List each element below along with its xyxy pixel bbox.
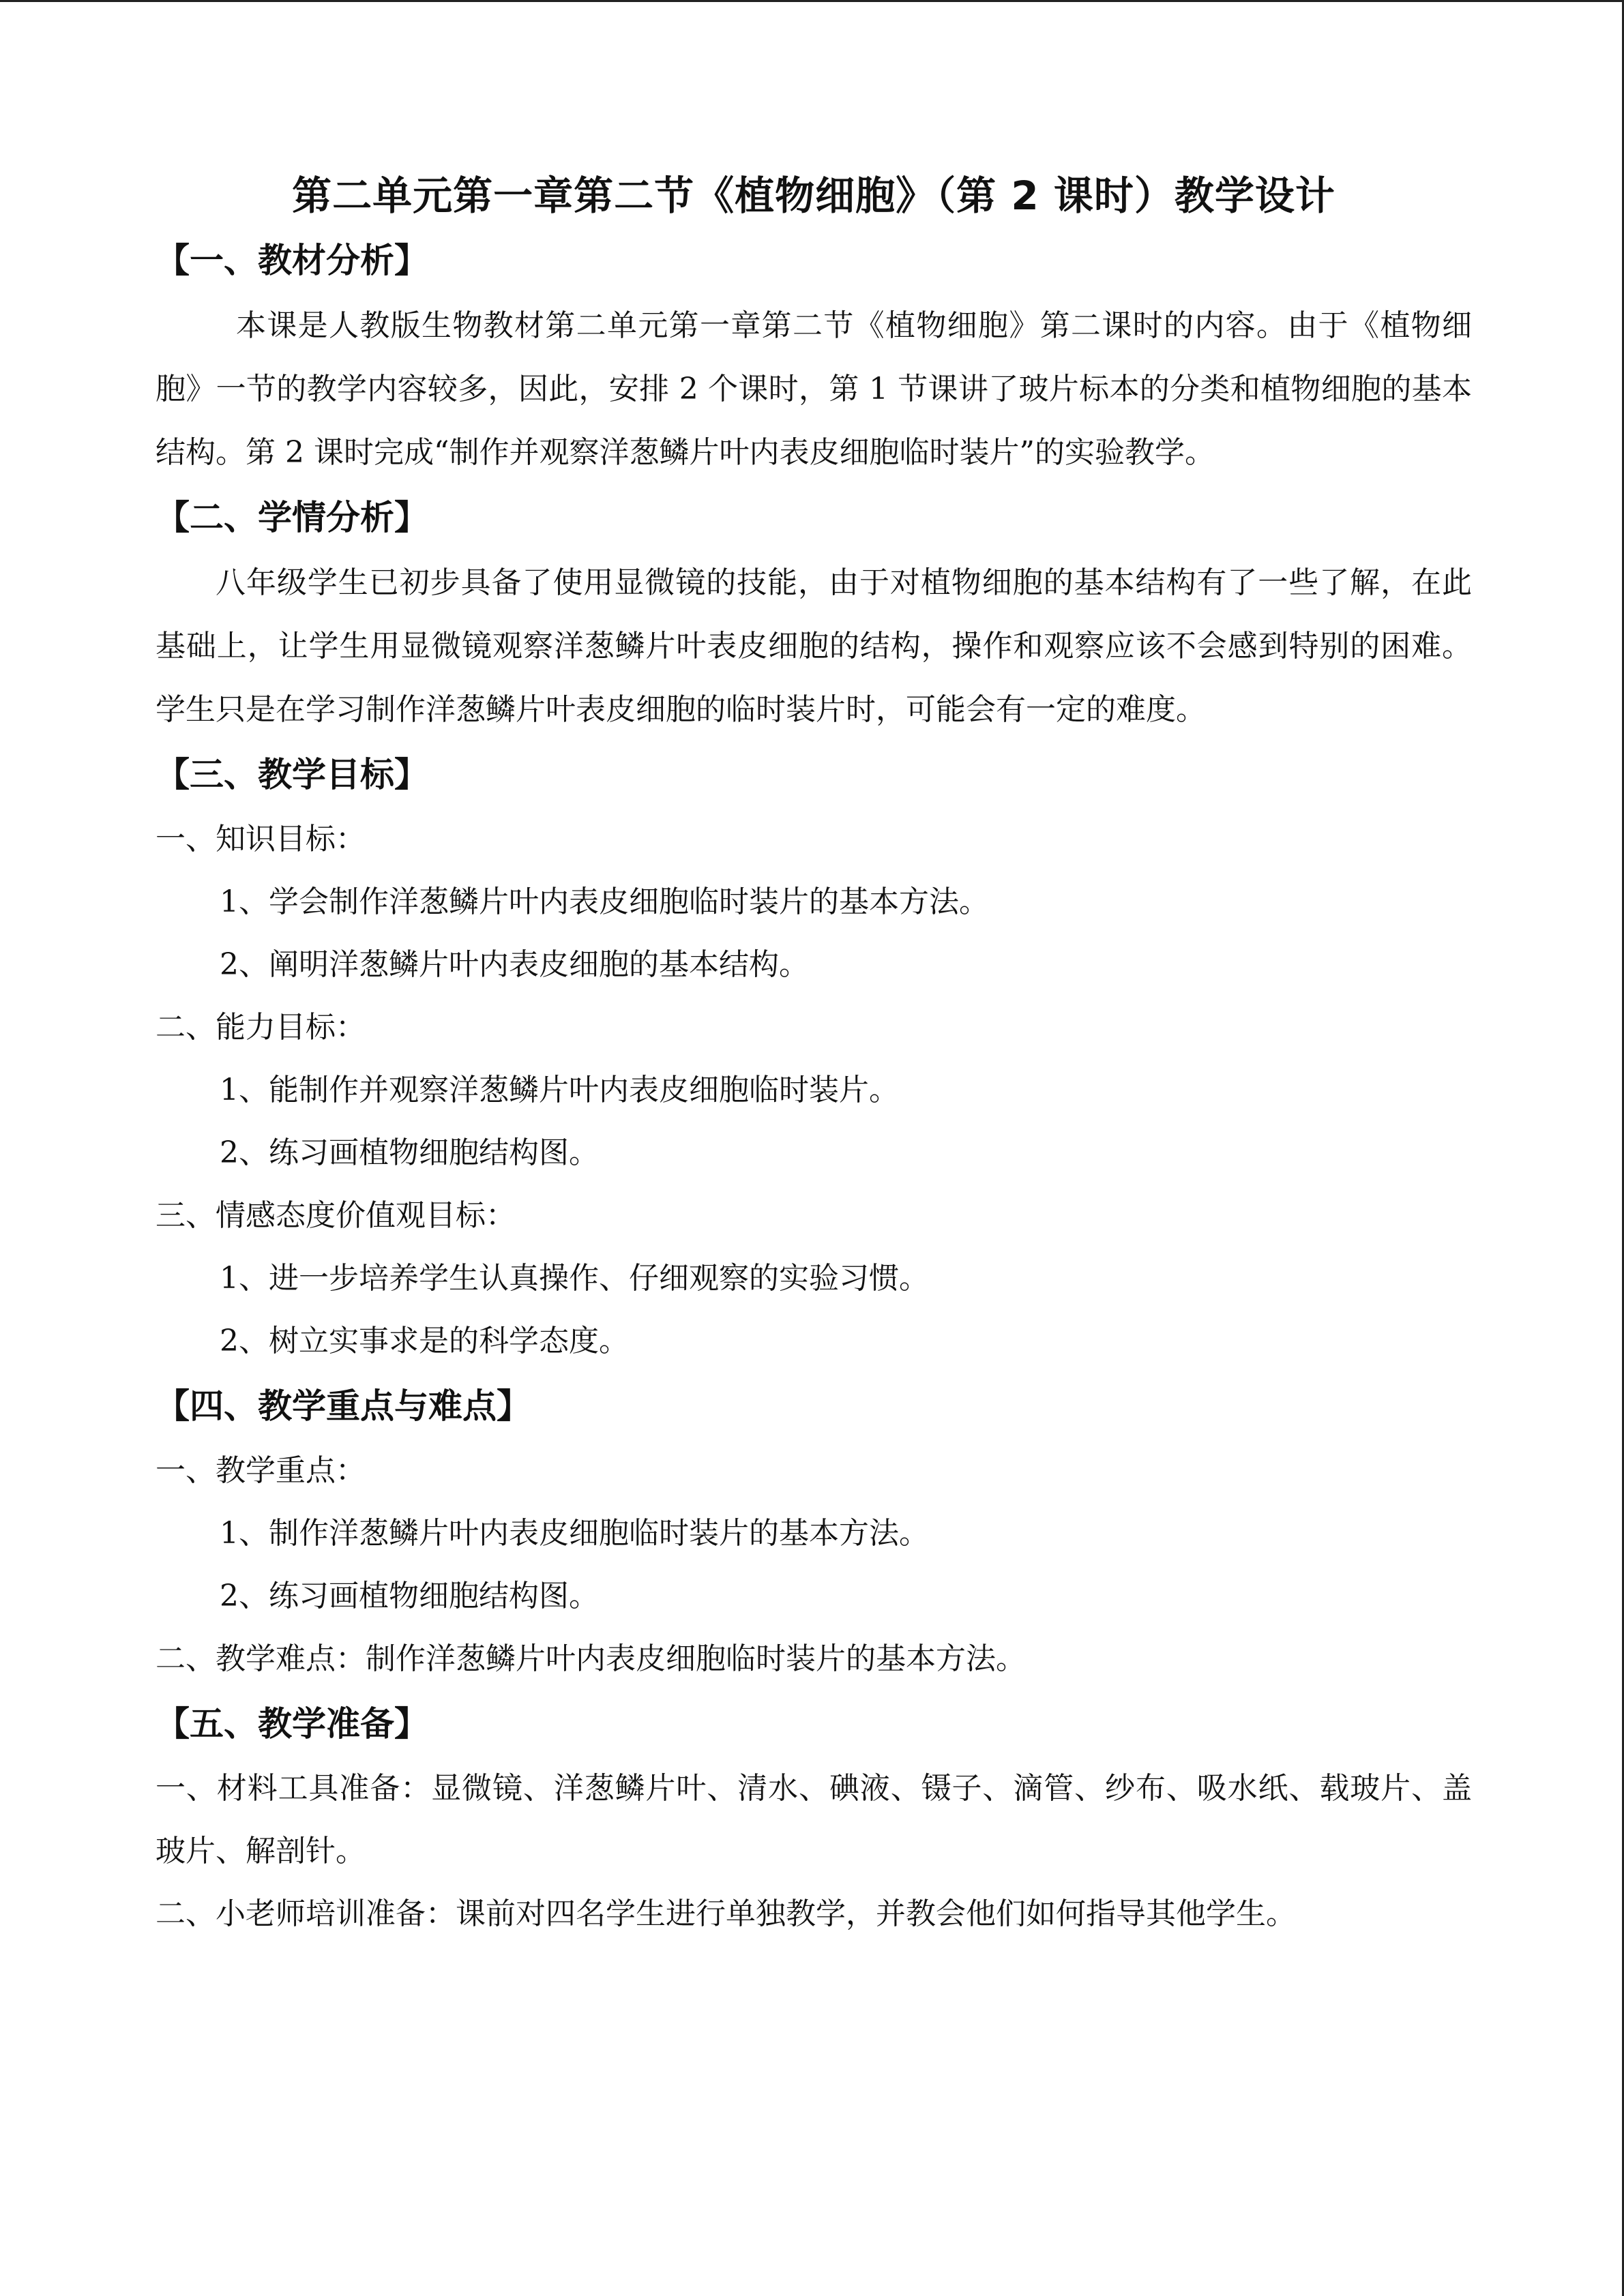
- key-point-item: 1、制作洋葱鳞片叶内表皮细胞临时装片的基本方法。: [220, 1516, 929, 1551]
- document-content: [156, 164, 1472, 1945]
- document-title: 第二单元第一章第二节《植物细胞》（第 2 课时）教学设计: [292, 173, 1335, 219]
- difficult-point-line: 二、教学难点：制作洋葱鳞片叶内表皮细胞临时装片的基本方法。: [156, 1641, 1026, 1676]
- student-analysis-paragraph: 八年级学生已初步具备了使用显微镜的技能，由于对植物细胞的基本结构有了一些了解，在此基础上，让学生用显微镜观察洋葱鳞片叶表皮细胞的结构，操作和观察应该不会感到特别的困难。学生只是在学习制作洋葱鳞片叶表皮细胞的临时装片时，可能会有一定的难度。: [156, 565, 1472, 727]
- objective-item: 2、阐明洋葱鳞片叶内表皮细胞的基本结构。: [220, 947, 809, 982]
- section-heading-preparation: 【五、教学准备】: [156, 1704, 428, 1744]
- objective-item: 1、学会制作洋葱鳞片叶内表皮细胞临时装片的基本方法。: [220, 884, 989, 919]
- objective-item: 2、树立实事求是的科学态度。: [220, 1324, 629, 1358]
- objective-category-attitude: 三、情感态度价值观目标：: [156, 1198, 516, 1233]
- objective-item: 1、进一步培养学生认真操作、仔细观察的实验习惯。: [220, 1261, 929, 1296]
- assistant-training-line: 二、小老师培训准备：课前对四名学生进行单独教学，并教会他们如何指导其他学生。: [156, 1896, 1296, 1931]
- key-points-category: 一、教学重点：: [156, 1453, 366, 1488]
- textbook-analysis-paragraph: 本课是人教版生物教材第二单元第一章第二节《植物细胞》第二课时的内容。由于《植物细胞》一节的教学内容较多，因此，安排 2 个课时，第 1 节课讲了玻片标本的分类和植物细胞的基本结构。第 2 课时完成“制作并观察洋葱鳞片叶内表皮细胞临时装片”的实验教学。: [156, 308, 1472, 470]
- section-heading-textbook-analysis: 【一、教材分析】: [156, 241, 428, 280]
- objective-item: 1、能制作并观察洋葱鳞片叶内表皮细胞临时装片。: [220, 1073, 899, 1107]
- materials-preparation-line: 一、材料工具准备：显微镜、洋葱鳞片叶、清水、碘液、镊子、滴管、纱布、吸水纸、载玻片、盖玻片、解剖针。: [156, 1771, 1472, 1868]
- objective-category-ability: 二、能力目标：: [156, 1010, 366, 1045]
- key-point-item: 2、练习画植物细胞结构图。: [220, 1579, 599, 1613]
- section-heading-teaching-objectives: 【三、教学目标】: [156, 755, 428, 794]
- objective-category-knowledge: 一、知识目标：: [156, 822, 366, 856]
- section-heading-student-analysis: 【二、学情分析】: [156, 498, 428, 537]
- section-heading-key-points: 【四、教学重点与难点】: [156, 1386, 531, 1426]
- objective-item: 2、练习画植物细胞结构图。: [220, 1135, 599, 1170]
